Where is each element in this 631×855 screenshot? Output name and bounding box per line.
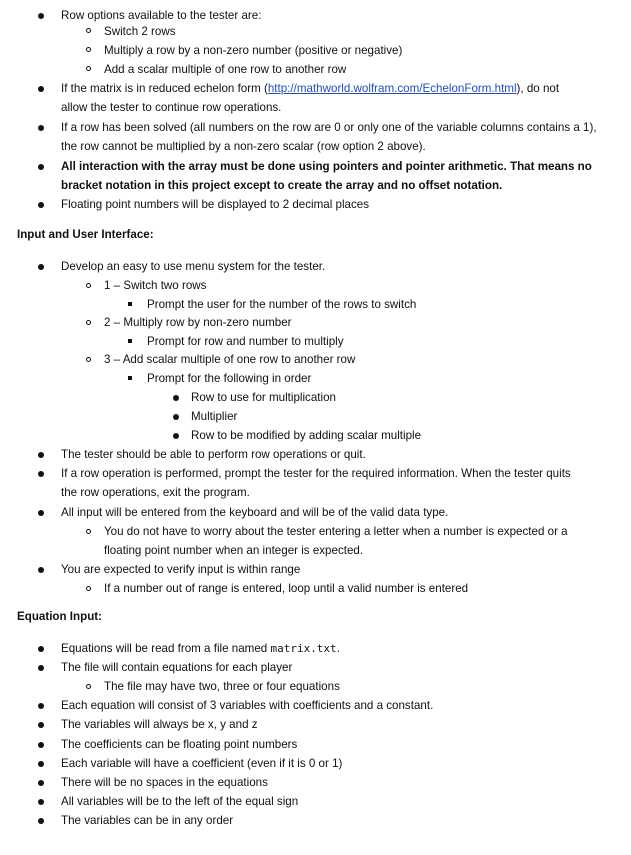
bullet-icon [38,761,44,767]
verify-rule-detail: If a number out of range is entered, loop until a valid number is entered [104,582,469,595]
pointer-rule: All interaction with the array must be done using pointers and pointer arithmetic. That means no [61,160,592,173]
bullet-icon [38,567,44,573]
echelon-rule [61,81,559,97]
bullet-icon [38,799,44,805]
circle-bullet-icon [86,684,91,689]
menu-intro: Develop an easy to use menu system for the tester. [61,260,326,273]
menu-option-3-step: Row to be modified by adding scalar multiple [191,429,422,442]
bullet-icon [38,780,44,786]
circle-bullet-icon [86,47,91,52]
row-option-item: Switch 2 rows [104,25,176,38]
square-bullet-icon [128,376,132,380]
bullet-icon [173,395,179,401]
bullet-icon [38,164,44,170]
bullet-icon [38,86,44,92]
echelon-rule-continued: allow the tester to continue row operations. [61,101,282,114]
bullet-icon [38,510,44,516]
per-player-rule: The file will contain equations for each player [61,661,293,674]
file-read-text-end: . [336,642,340,655]
circle-bullet-icon [86,586,91,591]
circle-bullet-icon [86,283,91,288]
row-option-item: Multiply a row by a non-zero number (positive or negative) [104,44,403,57]
verify-rule: You are expected to verify input is within range [61,563,301,576]
bullet-icon [38,13,44,19]
equation-rule: The variables can be in any order [61,814,234,827]
bullet-icon [38,202,44,208]
square-bullet-icon [128,302,132,306]
circle-bullet-icon [86,357,91,362]
per-player-detail: The file may have two, three or four equations [104,680,340,693]
menu-option-3-step: Multiplier [191,410,238,423]
equation-rule: The variables will always be x, y and z [61,718,258,731]
bullet-icon [38,646,44,652]
bullet-icon [38,264,44,270]
circle-bullet-icon [86,28,91,33]
solved-row-rule-continued: the row cannot be multiplied by a non-zero scalar (row option 2 above). [61,140,426,153]
bullet-icon [38,742,44,748]
bullet-icon [38,818,44,824]
bullet-icon [38,665,44,671]
equation-rule: Each variable will have a coefficient (even if it is 0 or 1) [61,757,343,770]
bullet-icon [38,703,44,709]
input-ui-heading: Input and User Interface: [17,228,154,241]
menu-option-1-detail: Prompt the user for the number of the rows to switch [147,298,417,311]
bullet-icon [173,414,179,420]
echelon-rule-text: If the matrix is in reduced echelon form ( [61,82,268,95]
bullet-icon [173,433,179,439]
keyboard-rule-detail-continued: floating point number when an integer is expected. [104,544,364,557]
file-read-text: Equations will be read from a file named [61,642,271,655]
circle-bullet-icon [86,66,91,71]
row-options-intro: Row options available to the tester are: [61,9,262,22]
equation-input-heading: Equation Input: [17,610,103,623]
echelon-form-link[interactable]: http://mathworld.wolfram.com/EchelonForm.html [267,82,517,95]
prompt-rule: If a row operation is performed, prompt the tester for the required information. When the tester quits [61,467,571,480]
row-option-item: Add a scalar multiple of one row to another row [104,63,347,76]
solved-row-rule: If a row has been solved (all numbers on the row are 0 or only one of the variable columns contains a 1), [61,121,597,134]
circle-bullet-icon [86,320,91,325]
equation-rule: Each equation will consist of 3 variables with coefficients and a constant. [61,699,434,712]
perform-or-quit: The tester should be able to perform row operations or quit. [61,448,366,461]
bullet-icon [38,125,44,131]
file-name: matrix.txt [270,642,337,655]
menu-option-3-step: Row to use for multiplication [191,391,336,404]
bullet-icon [38,471,44,477]
keyboard-rule: All input will be entered from the keyboard and will be of the valid data type. [61,506,449,519]
menu-option-2-detail: Prompt for row and number to multiply [147,335,344,348]
bullet-icon [38,452,44,458]
menu-option-1: 1 – Switch two rows [104,279,207,292]
file-read-rule [61,641,340,657]
float-display-rule: Floating point numbers will be displayed to 2 decimal places [61,198,370,211]
bullet-icon [38,722,44,728]
equation-rule: All variables will be to the left of the equal sign [61,795,299,808]
square-bullet-icon [128,339,132,343]
menu-option-3-detail: Prompt for the following in order [147,372,312,385]
menu-option-3: 3 – Add scalar multiple of one row to another row [104,353,356,366]
circle-bullet-icon [86,529,91,534]
prompt-rule-continued: the row operations, exit the program. [61,486,250,499]
menu-option-2: 2 – Multiply row by non-zero number [104,316,292,329]
pointer-rule-continued: bracket notation in this project except to create the array and no offset notation. [61,179,503,192]
equation-rule: There will be no spaces in the equations [61,776,268,789]
keyboard-rule-detail: You do not have to worry about the tester entering a letter when a number is expected or a [104,525,568,538]
equation-rule: The coefficients can be floating point numbers [61,738,298,751]
echelon-rule-text-end: ), do not [516,82,560,95]
